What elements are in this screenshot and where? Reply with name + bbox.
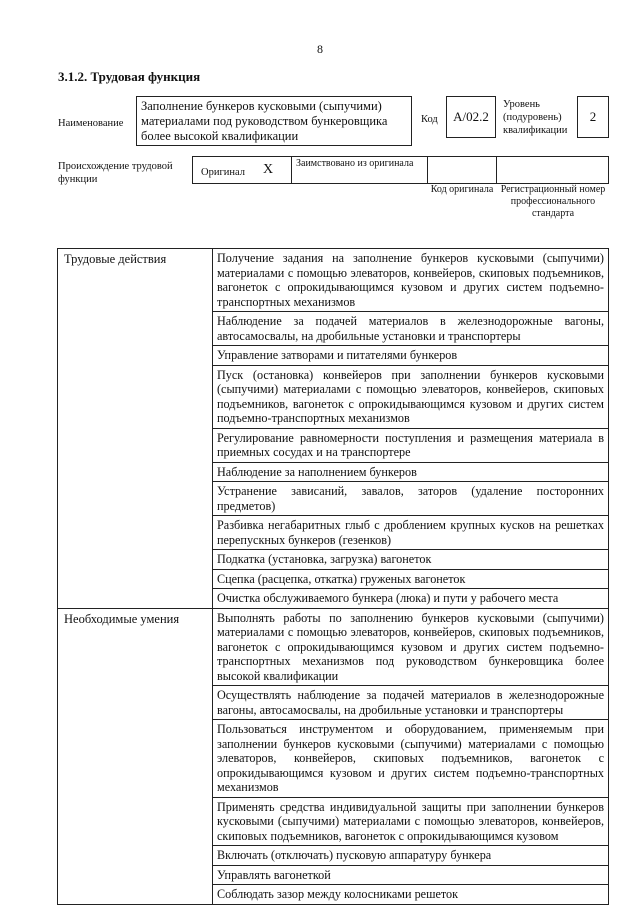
list-item: Пуск (остановка) конвейеров при заполнении бункеров кусковыми (сыпучими) материалами с помощью элеваторов, конвейеров, скиповых подъемников, вагонеток с опрокидывающимся кузовом и других систем подъемно-транспортных механизмов bbox=[213, 366, 608, 429]
list-item: Применять средства индивидуальной защиты при заполнении бункеров кусковыми (сыпучими) материалами с помощью элеваторов, конвейеров, скиповых подъемников, вагонеток с опрокидывающимся кузовом bbox=[213, 798, 608, 847]
code-original-caption: Код оригинала bbox=[430, 184, 494, 195]
list-item: Управление затворами и питателями бункеров bbox=[213, 346, 608, 366]
page-number: 8 bbox=[317, 42, 323, 56]
list-item: Разбивка негабаритных глыб с дроблением крупных кусков на решетках перепускных бункеров (гезенков) bbox=[213, 516, 608, 550]
list-item: Управлять вагонеткой bbox=[213, 866, 608, 886]
level-label: Уровень (подуровень) квалификации bbox=[503, 99, 568, 136]
name-label: Наименование bbox=[58, 118, 124, 129]
list-item: Получение задания на заполнение бункеров кусковыми (сыпучими) материалами с помощью элеваторов, конвейеров, скиповых подъемников, вагонеток с опрокидывающимся кузовом и других систем подъемно-транспортных механизмов bbox=[213, 249, 608, 312]
function-name-box bbox=[136, 96, 412, 146]
list-item: Соблюдать зазор между колосниками решеток bbox=[217, 887, 459, 901]
level-value: 2 bbox=[589, 109, 597, 124]
list-item: Очистка обслуживаемого бункера (люка) и пути у рабочего места bbox=[217, 591, 559, 605]
code-value: А/02.2 bbox=[453, 109, 489, 124]
list-item: Подкатка (установка, загрузка) вагонеток bbox=[213, 550, 608, 570]
required-skills-row bbox=[58, 608, 609, 904]
list-item: Пользоваться инструментом и оборудованием, применяемым при заполнении бункеров кусковыми (сыпучими) материалами с помощью элеваторов, конвейеров, скиповых подъемников, вагонеток с опрокидывающимся кузовом и других систем подъемно-транспортных механизмов bbox=[213, 720, 608, 798]
list-item: Устранение зависаний, завалов, заторов (удаление посторонних предметов) bbox=[213, 482, 608, 516]
origin-label: Происхождение трудовой функции bbox=[58, 161, 173, 185]
code-box bbox=[446, 96, 496, 138]
function-table bbox=[57, 248, 609, 905]
divider bbox=[291, 157, 292, 183]
list-item: Наблюдение за наполнением бункеров bbox=[213, 463, 608, 483]
divider bbox=[496, 157, 497, 183]
required-skills-label: Необходимые умения bbox=[58, 608, 213, 904]
list-item: Выполнять работы по заполнению бункеров кусковыми (сыпучими) материалами с помощью элеваторов, конвейеров, скиповых подъемников, вагонеток с опрокидывающимся кузовом и других систем подъемно-транспортных механизмов под руководством бункеровщика более высокой квалификации bbox=[213, 609, 608, 687]
borrowed-label: Заимствовано из оригинала bbox=[296, 158, 414, 169]
list-item: Регулирование равномерности поступления и размещения материала в приемных сосудах и на транспортере bbox=[213, 429, 608, 463]
labor-actions-label: Трудовые действия bbox=[58, 249, 213, 609]
original-label: Оригинал bbox=[201, 167, 245, 178]
labor-actions-cell bbox=[213, 249, 609, 609]
original-mark: Х bbox=[263, 162, 274, 177]
code-label: Код bbox=[421, 114, 438, 125]
level-box bbox=[577, 96, 609, 138]
list-item: Наблюдение за подачей материалов в железнодорожные вагоны, автосамосвалы, на дробильные установки и транспортеры bbox=[213, 312, 608, 346]
list-item: Сцепка (расцепка, откатка) груженых вагонеток bbox=[213, 570, 608, 590]
list-item: Включать (отключать) пусковую аппаратуру бункера bbox=[213, 846, 608, 866]
function-name: Заполнение бункеров кусковыми (сыпучими) материалами под руководством бункеровщика более высокой квалификации bbox=[141, 99, 388, 143]
registration-caption: Регистрационный номер профессионального стандарта bbox=[500, 184, 606, 219]
origin-table bbox=[192, 156, 609, 184]
divider bbox=[427, 157, 428, 183]
labor-actions-row bbox=[58, 249, 609, 609]
list-item: Осуществлять наблюдение за подачей материалов в железнодорожные вагоны, автосамосвалы, на дробильные установки и транспортеры bbox=[213, 686, 608, 720]
required-skills-cell bbox=[213, 608, 609, 904]
section-title: 3.1.2. Трудовая функция bbox=[58, 69, 201, 84]
